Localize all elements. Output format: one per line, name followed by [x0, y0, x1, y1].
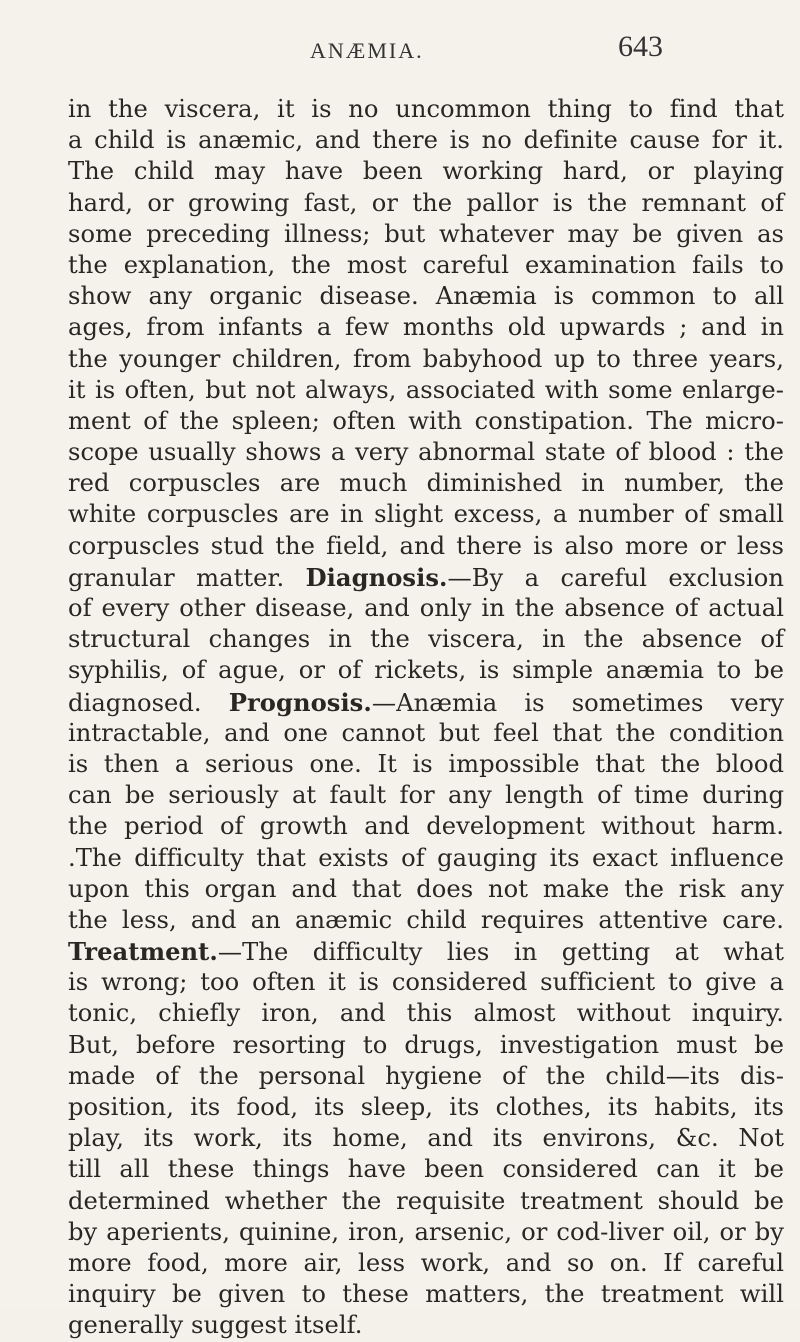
text-line: till all these things have been considered can it be	[68, 1155, 784, 1184]
text-line: it is often, but not always, associated with some enlarge-	[68, 375, 784, 404]
text-line: hard, or growing fast, or the pallor is the remnant of	[68, 188, 784, 217]
text-line: corpuscles stud the field, and there is also more or less	[68, 531, 784, 560]
text-line: ages, from infants a few months old upwards ; and in	[68, 313, 784, 342]
page-number: 643	[618, 30, 663, 63]
text-line: position, its food, its sleep, its clothes, its habits, its	[68, 1093, 784, 1121]
text-line: is wrong; too often it is considered sufficient to give a	[68, 968, 784, 997]
text-line: structural changes in the viscera, in the absence of	[68, 625, 784, 654]
line-text: granular matter.	[68, 563, 306, 592]
text-line: more food, more air, less work, and so on. If careful	[68, 1248, 784, 1277]
text-line: in the viscera, it is no uncommon thing to find that	[68, 95, 784, 123]
text-line-prognosis	[68, 687, 784, 718]
line-text: —The difficulty lies in getting at what	[217, 938, 784, 967]
text-line: some preceding illness; but whatever may be given as	[68, 219, 784, 248]
text-line: can be seriously at fault for any length of time during	[68, 781, 784, 810]
text-line: the less, and an anæmic child requires attentive care.	[68, 905, 784, 934]
text-line: made of the personal hygiene of the child—its dis-	[68, 1061, 784, 1090]
text-line: show any organic disease. Anæmia is common to all	[68, 282, 784, 311]
text-line: the younger children, from babyhood up to three years,	[68, 344, 784, 373]
text-line-treatment	[68, 936, 784, 967]
text-line: a child is anæmic, and there is no definite cause for it.	[68, 126, 784, 155]
text-line: white corpuscles are in slight excess, a number of small	[68, 500, 784, 529]
line-text: —By a careful exclusion	[447, 563, 784, 592]
line-text: diagnosed.	[68, 688, 229, 717]
running-head	[0, 30, 800, 70]
running-title: ANÆMIA.	[310, 38, 424, 63]
text-line: scope usually shows a very abnormal state of blood : the	[68, 438, 784, 467]
body-text	[68, 94, 784, 1342]
text-line: But, before resorting to drugs, investigation must be	[68, 1030, 784, 1059]
text-line: intractable, and one cannot but feel that the condition	[68, 718, 784, 747]
text-line: red corpuscles are much diminished in number, the	[68, 469, 784, 498]
text-line: determined whether the requisite treatment should be	[68, 1186, 784, 1215]
text-line: .The difficulty that exists of gauging its exact influence	[68, 843, 784, 872]
text-line: The child may have been working hard, or playing	[68, 157, 784, 186]
text-line-final: generally suggest itself.	[68, 1311, 363, 1340]
text-line: the period of growth and development without harm.	[68, 812, 784, 841]
text-line-diagnosis	[68, 562, 784, 593]
text-line: by aperients, quinine, iron, arsenic, or cod-liver oil, or by	[68, 1217, 784, 1246]
section-heading-treatment: Treatment.	[68, 937, 218, 967]
section-heading-diagnosis: Diagnosis.	[305, 562, 448, 592]
text-line: inquiry be given to these matters, the treatment will	[68, 1280, 784, 1309]
text-line: syphilis, of ague, or of rickets, is simple anæmia to be	[68, 656, 784, 685]
text-line: of every other disease, and only in the absence of actual	[68, 594, 784, 622]
text-line: ment of the spleen; often with constipation. The micro-	[68, 406, 784, 435]
text-line: upon this organ and that does not make the risk any	[68, 874, 784, 903]
text-line: tonic, chiefly iron, and this almost without inquiry.	[68, 999, 784, 1028]
text-line: play, its work, its home, and its environs, &c. Not	[68, 1124, 784, 1153]
section-heading-prognosis: Prognosis.	[228, 687, 372, 717]
line-text: —Anæmia is sometimes very	[371, 688, 785, 717]
text-line: the explanation, the most careful examination fails to	[68, 250, 784, 279]
text-line: is then a serious one. It is impossible that the blood	[68, 749, 784, 778]
